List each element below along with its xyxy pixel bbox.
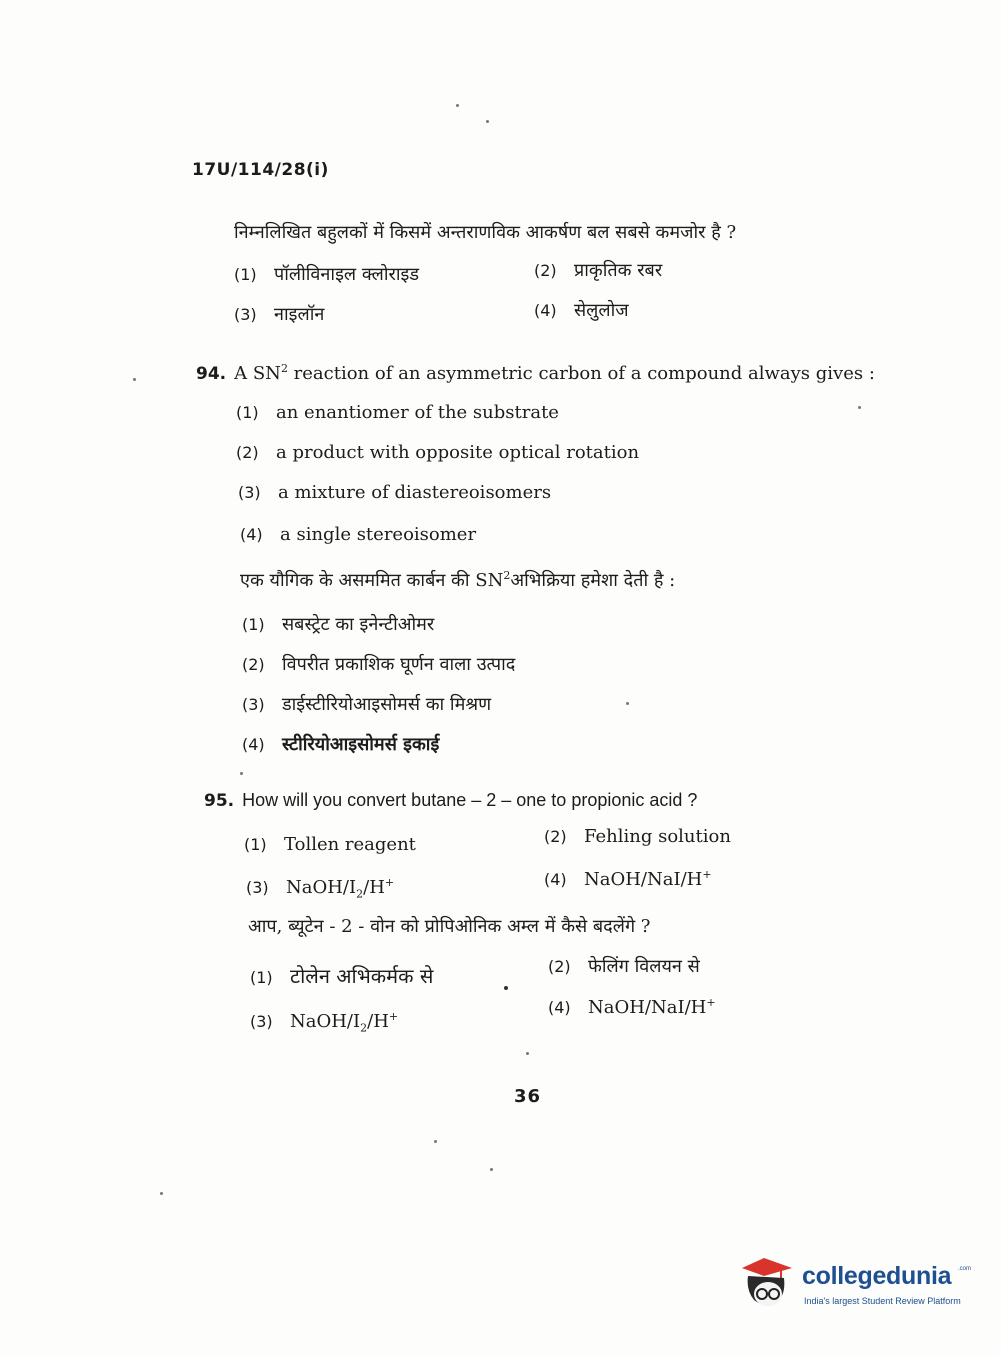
option-number: (2) (236, 443, 259, 462)
option-number: (2) (544, 827, 567, 846)
option-number: (4) (548, 998, 571, 1017)
option-text: Fehling solution (584, 826, 731, 847)
logo-suffix: .com (958, 1266, 972, 1272)
q94-stem (196, 362, 875, 384)
option-number: (4) (534, 301, 557, 320)
formula-superscript: + (706, 996, 716, 1009)
q95-hindi-option-4 (548, 996, 716, 1018)
q95-option-1 (244, 834, 416, 855)
option-number: (1) (250, 968, 273, 987)
scan-speck (858, 406, 861, 409)
option-text: सबस्ट्रेट का इनेन्टीओमर (282, 614, 435, 635)
q94-hindi-option-2 (242, 652, 515, 676)
formula-pre: NaOH/NaI/H (588, 997, 707, 1018)
option-number: (4) (240, 525, 263, 544)
stem-text: How will you convert butane – 2 – one to propionic acid ? (242, 790, 698, 810)
q95-option-2 (544, 826, 731, 847)
option-number: (1) (242, 615, 265, 634)
q95-option-3 (246, 876, 394, 901)
formula-superscript: + (388, 1010, 399, 1023)
scan-speck (490, 1168, 493, 1171)
option-text: a product with opposite optical rotation (276, 442, 640, 463)
formula-pre: NaOH/I (286, 877, 357, 898)
q95-hindi-option-2 (548, 954, 700, 978)
option-text: an enantiomer of the substrate (276, 402, 559, 423)
formula-pre: NaOH/NaI/H (584, 869, 703, 890)
q95-hindi-option-1 (250, 962, 433, 989)
option-number: (3) (234, 305, 257, 324)
option-text: Tollen reagent (284, 834, 416, 855)
q94-option-3 (238, 482, 551, 503)
option-number: (3) (238, 483, 261, 502)
q93-hindi-option-2 (534, 258, 662, 282)
q93-hindi-option-3 (234, 302, 324, 326)
q94-option-2 (236, 442, 639, 463)
option-number: (2) (548, 957, 571, 976)
q94-hindi-option-4 (242, 732, 439, 756)
q94-option-1 (236, 402, 559, 423)
formula-subscript: 2 (356, 887, 364, 901)
q95-hindi-option-3 (250, 1010, 398, 1035)
formula-superscript: + (702, 868, 712, 881)
scan-speck (160, 1192, 163, 1195)
formula-superscript: + (384, 876, 395, 889)
option-number: (2) (534, 261, 557, 280)
stem-superscript: 2 (503, 569, 511, 582)
option-text: a single stereoisomer (280, 524, 477, 545)
scan-speck (434, 1140, 437, 1143)
option-number: (3) (242, 695, 265, 714)
option-text: विपरीत प्रकाशिक घूर्णन वाला उत्पाद (282, 654, 516, 675)
question-number: 95. (204, 791, 235, 811)
page-number: 36 (514, 1086, 542, 1107)
option-number: (3) (250, 1012, 273, 1031)
option-text: नाइलॉन (274, 304, 325, 325)
stem-post: अभिक्रिया हमेशा देती है : (510, 570, 676, 591)
scan-speck (526, 1052, 529, 1055)
q95-hindi-stem: आप, ब्यूटेन - 2 - वोन को प्रोपिओनिक अम्ल में कैसे बदलेंगे ? (248, 916, 651, 937)
option-text: डाईस्टीरियोआइसोमर्स का मिश्रण (282, 694, 492, 715)
scan-speck (240, 772, 243, 775)
option-number: (1) (244, 835, 267, 854)
q95-option-4 (544, 868, 712, 890)
option-text: सेलुलोज (574, 300, 629, 321)
option-number: (3) (246, 878, 269, 897)
scan-speck (504, 986, 508, 990)
logo-tagline: India's largest Student Review Platform (804, 1296, 961, 1306)
option-text: स्टीरियोआइसोमर्स इकाई (282, 734, 440, 755)
option-number: (4) (544, 870, 567, 889)
formula-pre: NaOH/I (290, 1011, 361, 1032)
scan-speck (133, 378, 136, 381)
scan-speck (456, 104, 459, 107)
option-text: प्राकृतिक रबर (574, 260, 663, 281)
option-text: टोलेन अभिकर्मक से (290, 964, 434, 988)
option-text: पॉलीविनाइल क्लोराइड (274, 264, 420, 285)
option-number: (4) (242, 735, 265, 754)
q93-hindi-option-4 (534, 298, 629, 322)
option-number: (1) (236, 403, 259, 422)
scan-speck (486, 120, 489, 123)
stem-superscript: 2 (280, 362, 288, 375)
question-number: 94. (196, 364, 227, 384)
scan-speck (626, 702, 629, 705)
mascot-icon (742, 1256, 800, 1314)
formula-post: /H (367, 1011, 389, 1032)
paper-code: 17U/114/28(i) (192, 160, 329, 180)
q94-hindi-stem (240, 568, 675, 592)
option-number: (2) (242, 655, 265, 674)
option-text: a mixture of diastereoisomers (278, 482, 552, 503)
option-text: फेलिंग विलयन से (588, 956, 700, 977)
q95-stem (204, 790, 697, 811)
logo-name: collegedunia (802, 1262, 952, 1290)
option-number: (1) (234, 265, 257, 284)
formula-subscript: 2 (360, 1021, 368, 1035)
formula-post: /H (363, 877, 385, 898)
collegedunia-logo (742, 1256, 972, 1316)
q94-option-4 (240, 524, 476, 545)
q94-hindi-option-3 (242, 692, 491, 716)
stem-pre: A SN (234, 363, 281, 384)
stem-post: reaction of an asymmetric carbon of a compound always gives : (287, 363, 875, 384)
q94-hindi-option-1 (242, 612, 434, 636)
q93-hindi-stem: निम्नलिखित बहुलकों में किसमें अन्तराणविक आकर्षण बल सबसे कमजोर है ? (234, 222, 737, 243)
stem-pre: एक यौगिक के असममित कार्बन की SN (240, 570, 504, 591)
q93-hindi-option-1 (234, 262, 419, 286)
